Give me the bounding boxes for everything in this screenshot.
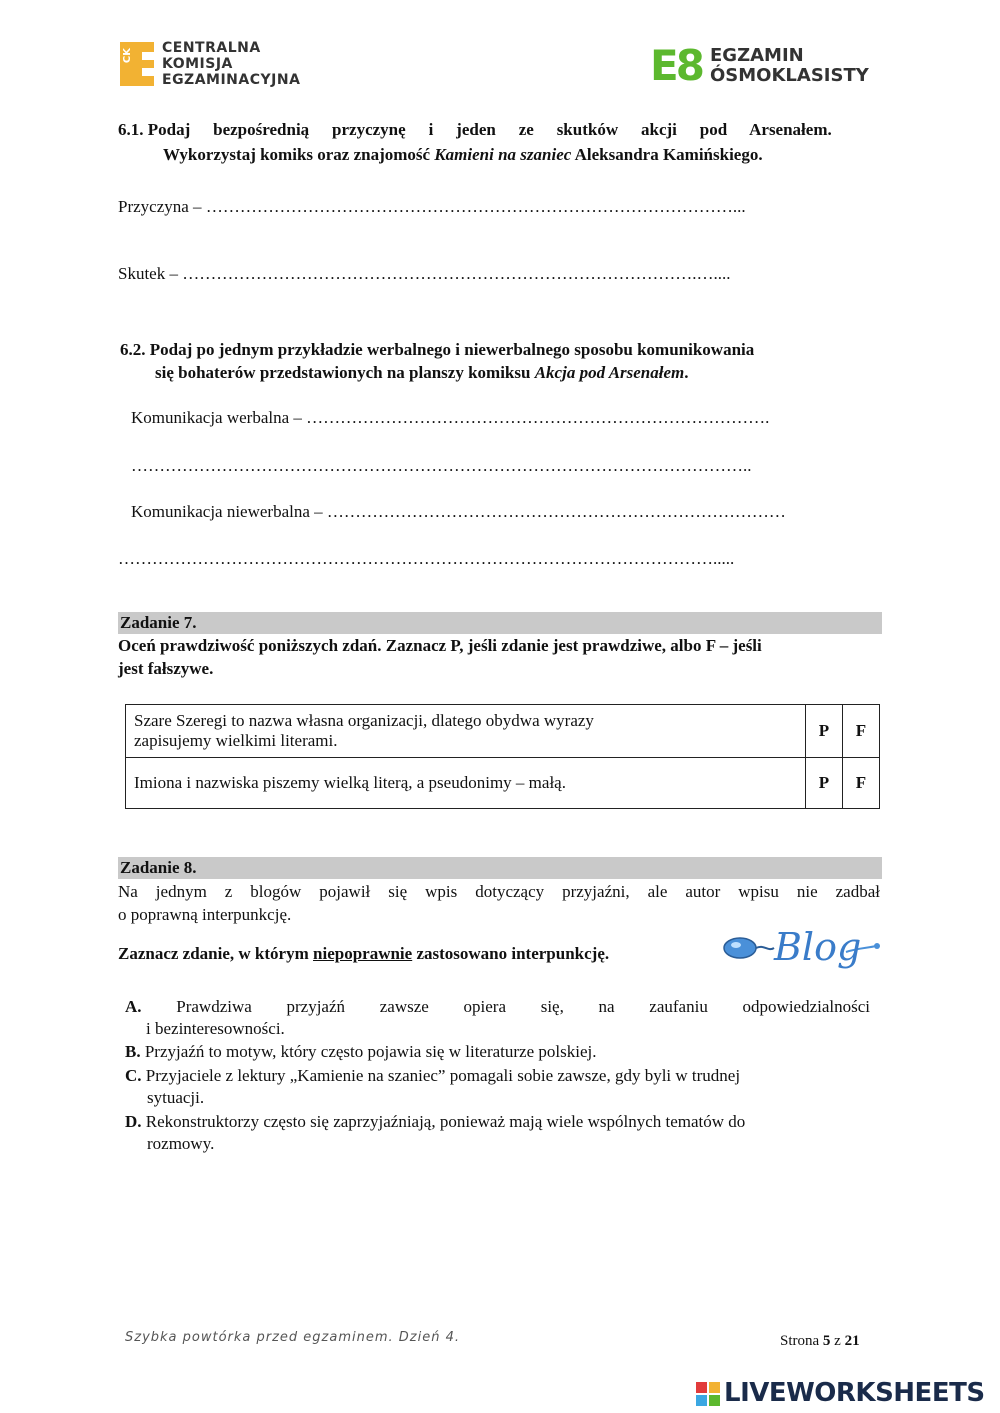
option-text: Przyjaciele z lektury „Kamienie na szaniec” pomagali sobie zawsze, gdy byli w trudnej: [145, 1066, 741, 1085]
przyczyna-row: [118, 197, 746, 217]
e8-logo-text: [710, 46, 869, 86]
blog-logo-text: Blog: [774, 925, 862, 969]
statement-text: zapisujemy wielkimi literami.: [134, 731, 338, 750]
q62-line1: [120, 340, 754, 360]
q62-number: 6.2.: [120, 340, 146, 359]
werbalna-label: Komunikacja werbalna –: [131, 408, 302, 427]
logo-square: [709, 1395, 720, 1406]
answer-p[interactable]: P: [806, 758, 843, 809]
statement-cell: [126, 705, 806, 758]
option-a[interactable]: [125, 996, 870, 1040]
cke-logo-text: [162, 40, 300, 88]
cke-logo-bar: [142, 68, 154, 76]
blog-logo: [718, 918, 883, 978]
q62-text-line2a: się bohaterów przedstawionych na planszy komiksu: [155, 363, 535, 382]
q61-number: 6.1.: [118, 120, 144, 139]
q62-text-line1: Podaj po jednym przykładzie werbalnego i niewerbalnego sposobu komunikowania: [149, 340, 755, 359]
q62-text-line2b: .: [684, 363, 689, 382]
niewerbalna-label: Komunikacja niewerbalna –: [131, 502, 323, 521]
page-total: 21: [844, 1333, 860, 1349]
werbalna-answer-line-2[interactable]: ………………………………………………………………………………………………..: [131, 456, 752, 475]
footer-note: Szybka powtórka przed egzaminem. Dzień 4.: [125, 1330, 461, 1345]
q61-text-line2b: Aleksandra Kamińskiego.: [571, 145, 763, 164]
werbalna-row: [131, 408, 769, 428]
answer-f[interactable]: F: [843, 705, 880, 758]
zadanie-8-heading: Zadanie 8.: [118, 857, 882, 879]
liveworksheets-logo: [696, 1378, 996, 1408]
option-b[interactable]: [125, 1041, 870, 1063]
option-text: Przyjaźń to motyw, który często pojawia się w literaturze polskiej.: [144, 1042, 597, 1061]
zadanie-8-instruction: [118, 944, 609, 964]
cke-line: KOMISJA: [162, 56, 233, 72]
cke-logo-mark-text: CK: [122, 48, 133, 64]
cke-line: CENTRALNA: [162, 40, 261, 56]
answer-f[interactable]: F: [843, 758, 880, 809]
option-label: C.: [125, 1066, 142, 1085]
liveworksheets-icon: [696, 1382, 720, 1406]
skutek-label: Skutek –: [118, 264, 178, 283]
page-z: z: [834, 1333, 841, 1349]
option-text-cont: i bezinteresowności.: [146, 1019, 285, 1038]
przyczyna-label: Przyczyna –: [118, 197, 202, 216]
zadanie-7-instruction-line1: Oceń prawdziwość poniższych zdań. Zaznacz P, jeśli zdanie jest prawdziwe, albo F – jeśli: [118, 636, 762, 655]
cke-logo: [120, 40, 320, 90]
option-text-cont: sytuacji.: [147, 1088, 205, 1107]
skutek-answer-line[interactable]: ……………………………………………………………………………….…....: [182, 264, 731, 283]
e8-line: EGZAMIN: [710, 45, 804, 66]
zadanie-7-instruction-line2: jest fałszywe.: [118, 659, 214, 678]
logo-square: [696, 1382, 707, 1393]
instruction-underlined: niepoprawnie: [313, 944, 413, 963]
page-current: 5: [822, 1333, 831, 1349]
e8-logo: [650, 41, 890, 94]
option-label: D.: [125, 1112, 142, 1131]
q61-line1: [118, 120, 832, 140]
statement-text: Szare Szeregi to nazwa własna organizacji, dlatego obydwa wyrazy: [134, 711, 594, 730]
e8-line: ÓSMOKLASISTY: [710, 65, 869, 86]
q62-line2: [155, 363, 689, 383]
przyczyna-answer-line[interactable]: …………………………………………………………………………………...: [205, 197, 746, 216]
werbalna-answer-line[interactable]: ……………………………………………………………………….: [306, 408, 770, 427]
statement-cell: [126, 758, 806, 809]
zadanie-8-intro-line2: o poprawną interpunkcję.: [118, 905, 292, 924]
q62-comic-title: Akcja pod Arsenałem: [534, 363, 685, 382]
q61-line2: [163, 145, 763, 165]
skutek-row: [118, 264, 730, 284]
cke-logo-mark: [120, 42, 154, 86]
statement-text: Imiona i nazwiska piszemy wielką literą, a pseudonimy – małą.: [134, 773, 566, 792]
blog-mouse-icon: [718, 918, 883, 978]
liveworksheets-text: LIVEWORKSHEETS: [724, 1378, 985, 1408]
page-strona: Strona: [780, 1333, 820, 1349]
q61-text-line2a: Wykorzystaj komiks oraz znajomość: [163, 145, 435, 164]
true-false-table: [125, 704, 880, 809]
logo-square: [709, 1382, 720, 1393]
option-c[interactable]: [125, 1065, 870, 1109]
zadanie-7-heading: Zadanie 7.: [118, 612, 882, 634]
q61-book-title: Kamieni na szaniec: [434, 145, 572, 164]
cke-line: EGZAMINACYJNA: [162, 72, 301, 88]
niewerbalna-row: [131, 502, 786, 522]
option-text: Prawdziwa przyjaźń zawsze opiera się, na zaufaniu odpowiedzialności: [176, 997, 871, 1016]
zadanie-8-intro-line1: Na jednym z blogów pojawił się wpis dotyczący przyjaźni, ale autor wpisu nie zadbał: [118, 882, 880, 901]
niewerbalna-answer-line[interactable]: ………………………………………………………………………: [326, 502, 786, 521]
option-d[interactable]: [125, 1111, 870, 1155]
page-number: [780, 1333, 860, 1350]
table-row: [126, 758, 880, 809]
option-text-cont: rozmowy.: [147, 1134, 215, 1153]
option-label: B.: [125, 1042, 141, 1061]
e8-logo-mark: E8: [650, 41, 702, 90]
niewerbalna-answer-line-2[interactable]: …………………………………………………………………………………………….....: [118, 549, 735, 568]
instruction-text-a: Zaznacz zdanie, w którym: [118, 944, 314, 963]
table-row: [126, 705, 880, 758]
instruction-text-b: zastosowano interpunkcję.: [412, 944, 610, 963]
logo-square: [696, 1395, 707, 1406]
cke-logo-bar: [142, 52, 154, 60]
option-text: Rekonstruktorzy często się zaprzyjaźniają, ponieważ mają wiele wspólnych tematów do: [145, 1112, 746, 1131]
answer-p[interactable]: P: [806, 705, 843, 758]
option-label: A.: [125, 997, 142, 1016]
q61-text-line1: Podaj bezpośrednią przyczynę i jeden ze skutków akcji pod Arsenałem.: [147, 120, 832, 139]
